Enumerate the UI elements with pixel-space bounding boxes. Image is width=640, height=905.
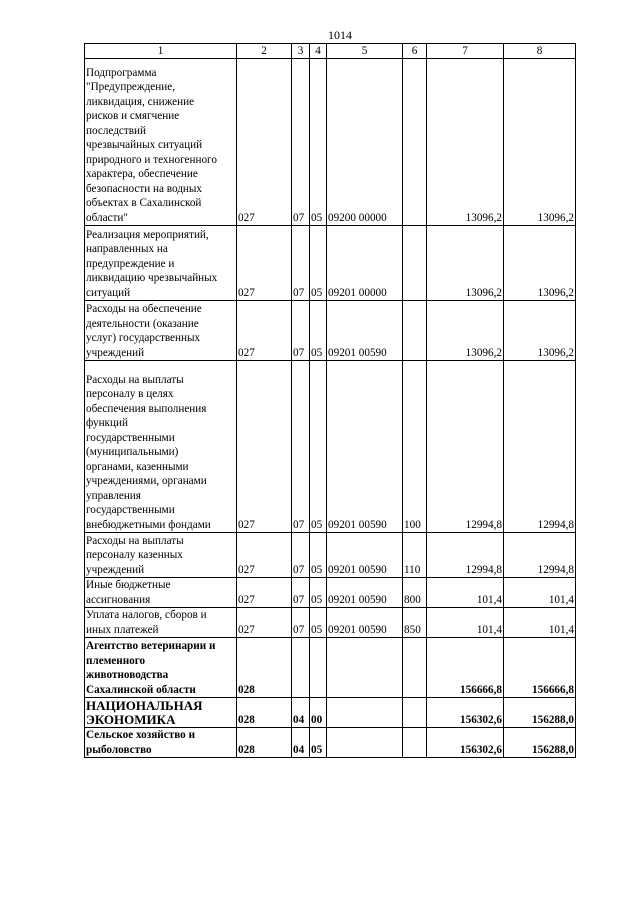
column-header: 5 [327,44,403,59]
subsection-code-cell: 05 [310,226,327,301]
ministry-code-cell: 027 [237,608,292,638]
expense-type-cell: 100 [403,361,427,533]
item-name-cell [85,638,237,698]
expense-type-cell [403,226,427,301]
amount-year1-cell: 13096,2 [427,301,504,361]
amount-year2-cell: 13096,2 [504,301,576,361]
subsection-code-cell: 00 [310,698,327,728]
column-header: 6 [403,44,427,59]
expense-type-cell [403,301,427,361]
item-name-cell [85,301,237,361]
item-name: Сельское хозяйство и рыболовство [86,729,196,756]
target-article-cell: 09201 00590 [327,533,403,578]
section-code-cell: 04 [292,698,310,728]
item-name: НАЦИОНАЛЬНАЯ ЭКОНОМИКА [86,698,203,727]
section-code-cell: 04 [292,728,310,758]
subsection-code-cell: 05 [310,578,327,608]
target-article-cell: 09201 00590 [327,578,403,608]
column-header: 4 [310,44,327,59]
ministry-code-cell: 028 [237,728,292,758]
page-number: 1014 [328,28,352,42]
target-article-cell [327,638,403,698]
section-code-cell: 07 [292,226,310,301]
item-name-cell [85,728,237,758]
amount-year1-cell: 156302,6 [427,728,504,758]
target-article-cell [327,728,403,758]
item-name-cell [85,361,237,533]
subsection-code-cell: 05 [310,728,327,758]
ministry-code-cell: 028 [237,638,292,698]
item-name-cell [85,578,237,608]
target-article-cell: 09201 00590 [327,361,403,533]
column-header: 2 [237,44,292,59]
amount-year1-cell: 13096,2 [427,226,504,301]
amount-year1-cell: 156302,6 [427,698,504,728]
column-header: 7 [427,44,504,59]
amount-year1-cell: 12994,8 [427,361,504,533]
subsection-code-cell: 05 [310,361,327,533]
column-header: 1 [85,44,237,59]
amount-year2-cell: 156288,0 [504,698,576,728]
item-name-cell [85,533,237,578]
table-row [85,301,576,361]
subsection-code-cell: 05 [310,59,327,226]
table-row [85,578,576,608]
amount-year1-cell: 13096,2 [427,59,504,226]
item-name-cell [85,226,237,301]
amount-year2-cell: 13096,2 [504,226,576,301]
column-header: 3 [292,44,310,59]
section-code-cell: 07 [292,361,310,533]
subsection-code-cell [310,638,327,698]
item-name-cell [85,59,237,226]
ministry-code-cell: 027 [237,226,292,301]
expense-type-cell: 800 [403,578,427,608]
amount-year1-cell: 101,4 [427,608,504,638]
item-name: Расходы на выплаты персоналу в целях обеспечения выполнения функций государственными (муниципальными) органами, казенными учреждениями, органами управления государственными внебюджетными фондами [86,373,211,531]
item-name: Уплата налогов, сборов и иных платежей [86,609,207,636]
budget-table [84,43,576,758]
item-name: Агентство ветеринарии и племенного животноводства Сахалинской области [86,640,216,696]
amount-year2-cell: 12994,8 [504,361,576,533]
ministry-code-cell: 027 [237,533,292,578]
amount-year2-cell: 12994,8 [504,533,576,578]
ministry-code-cell: 027 [237,301,292,361]
table-row [85,533,576,578]
expense-type-cell [403,59,427,226]
expense-type-cell [403,728,427,758]
table-row [85,361,576,533]
column-header: 8 [504,44,576,59]
ministry-code-cell: 027 [237,578,292,608]
subsection-code-cell: 05 [310,301,327,361]
section-code-cell: 07 [292,533,310,578]
subsection-code-cell: 05 [310,533,327,578]
table-row [85,59,576,226]
amount-year2-cell: 156666,8 [504,638,576,698]
column-number-row [85,44,576,59]
ministry-code-cell: 028 [237,698,292,728]
ministry-code-cell: 027 [237,361,292,533]
table-row [85,608,576,638]
table-row [85,226,576,301]
expense-type-cell [403,698,427,728]
item-name-cell [85,698,237,728]
amount-year1-cell: 12994,8 [427,533,504,578]
item-name: Расходы на выплаты персоналу казенных учреждений [86,534,184,576]
amount-year2-cell: 156288,0 [504,728,576,758]
expense-type-cell: 850 [403,608,427,638]
section-code-cell: 07 [292,578,310,608]
section-code-cell [292,638,310,698]
amount-year2-cell: 101,4 [504,578,576,608]
amount-year2-cell: 13096,2 [504,59,576,226]
table-row [85,638,576,698]
subsection-code-cell: 05 [310,608,327,638]
amount-year1-cell: 101,4 [427,578,504,608]
table-row [85,728,576,758]
ministry-code-cell: 027 [237,59,292,226]
section-code-cell: 07 [292,301,310,361]
target-article-cell [327,698,403,728]
target-article-cell: 09201 00590 [327,608,403,638]
section-code-cell: 07 [292,608,310,638]
section-code-cell: 07 [292,59,310,226]
item-name: Расходы на обеспечение деятельности (оказание услуг) государственных учреждений [86,303,202,359]
target-article-cell: 09201 00000 [327,226,403,301]
amount-year2-cell: 101,4 [504,608,576,638]
target-article-cell: 09200 00000 [327,59,403,226]
item-name: Реализация мероприятий, направленных на предупреждение и ликвидацию чрезвычайных ситуаций [86,228,218,299]
item-name-cell [85,608,237,638]
item-name: Иные бюджетные ассигнования [86,579,171,606]
amount-year1-cell: 156666,8 [427,638,504,698]
expense-type-cell [403,638,427,698]
item-name: Подпрограмма "Предупреждение, ликвидация, снижение рисков и смягчение последствий чрезвычайных ситуаций природного и техногенного характера, обеспечение безопасности на водных объектах в Сахалинской области" [86,66,217,224]
target-article-cell: 09201 00590 [327,301,403,361]
table-row [85,698,576,728]
expense-type-cell: 110 [403,533,427,578]
